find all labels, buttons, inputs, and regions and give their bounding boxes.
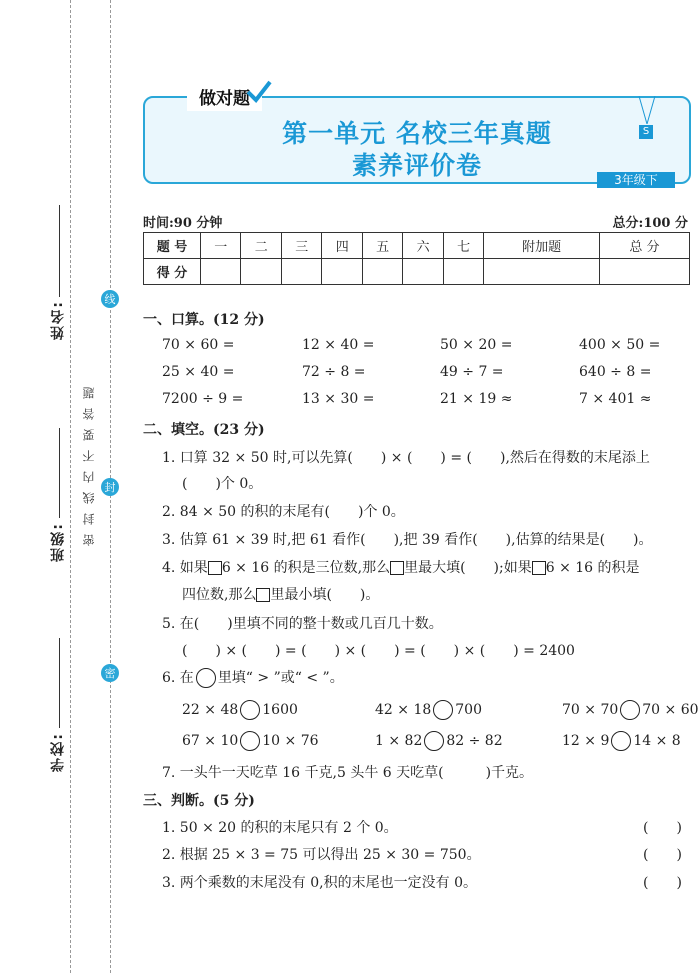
badge-icon: S	[639, 125, 653, 139]
score-table-score-row	[144, 259, 690, 285]
q4-text: 6 × 16 的积是三位数,那么	[221, 560, 391, 576]
calc-item: 7200 ÷ 9 =	[162, 391, 244, 407]
score-input-cell[interactable]	[484, 259, 600, 285]
compare-left: 42 × 18	[375, 702, 432, 718]
calc-item: 640 ÷ 8 =	[579, 364, 652, 380]
section1-title: 一、口算。(12 分)	[143, 312, 265, 328]
question-1-line2: ( )个 0。	[182, 476, 263, 492]
compare-circle-icon[interactable]	[620, 700, 640, 720]
calc-row	[162, 391, 692, 411]
calc-item: 70 × 60 =	[162, 337, 235, 353]
table-cell: 一	[201, 233, 241, 259]
table-cell: 得 分	[144, 259, 201, 285]
seal-dot-feng: 封	[101, 478, 119, 496]
judge-answer-blank[interactable]: ( )	[643, 875, 682, 891]
calc-item: 13 × 30 =	[302, 391, 375, 407]
compare-item	[562, 700, 699, 720]
compare-right: 1600	[262, 702, 298, 718]
hanging-string-icon	[637, 96, 657, 124]
compare-right: 10 × 76	[262, 733, 319, 749]
judge-item: 2. 根据 25 × 3 = 75 可以得出 25 × 30 = 750。	[162, 847, 481, 863]
score-input-cell[interactable]	[599, 259, 689, 285]
seal-warning: 密封线内不要答题	[82, 378, 96, 546]
calc-item: 72 ÷ 8 =	[302, 364, 366, 380]
school-label: 学校:	[50, 732, 66, 772]
blank-box-icon	[532, 561, 546, 575]
compare-left: 12 × 9	[562, 733, 610, 749]
q4-text: 里最大填( );如果	[404, 560, 532, 576]
judge-item: 3. 两个乘数的末尾没有 0,积的末尾也一定没有 0。	[162, 875, 477, 891]
compare-row	[182, 700, 700, 720]
q4-text: 里最小填( )。	[270, 587, 380, 603]
table-cell: 四	[322, 233, 362, 259]
name-underline	[59, 205, 60, 297]
q4-text: 4. 如果	[162, 560, 208, 576]
calc-item: 49 ÷ 7 =	[440, 364, 504, 380]
compare-item	[375, 700, 482, 720]
binding-strip	[0, 0, 120, 973]
table-cell: 三	[281, 233, 321, 259]
question-3: 3. 估算 61 × 39 时,把 61 看作( ),把 39 看作( ),估算的结果是( )。	[162, 532, 653, 548]
judge-answer-blank[interactable]: ( )	[643, 820, 682, 836]
q4-text: 6 × 16 的积是	[545, 560, 640, 576]
calc-item: 50 × 20 =	[440, 337, 513, 353]
score-input-cell[interactable]	[322, 259, 362, 285]
calc-row	[162, 337, 692, 357]
time-info: 时间:90 分钟	[143, 216, 223, 231]
compare-circle-icon[interactable]	[433, 700, 453, 720]
score-input-cell[interactable]	[443, 259, 483, 285]
score-input-cell[interactable]	[362, 259, 402, 285]
compare-item	[182, 731, 319, 751]
grade-label: 3年级下	[597, 172, 675, 188]
question-4-line1	[162, 557, 640, 577]
blank-box-icon	[390, 561, 404, 575]
q6-text: 6. 在	[162, 670, 194, 686]
score-input-cell[interactable]	[403, 259, 443, 285]
compare-right: 700	[455, 702, 482, 718]
compare-right: 14 × 8	[633, 733, 681, 749]
calc-item: 25 × 40 =	[162, 364, 235, 380]
compare-right: 82 ÷ 82	[446, 733, 503, 749]
question-2: 2. 84 × 50 的积的末尾有( )个 0。	[162, 504, 405, 520]
class-underline	[59, 428, 60, 518]
blank-box-icon	[208, 561, 222, 575]
total-score-info: 总分:100 分	[612, 216, 688, 231]
score-table	[143, 232, 690, 285]
table-cell: 附加题	[484, 233, 600, 259]
checkmark-icon	[245, 78, 273, 106]
calc-row	[162, 364, 692, 384]
q4-text: 四位数,那么	[182, 587, 257, 603]
compare-item	[562, 731, 681, 751]
school-underline	[59, 638, 60, 728]
table-cell: 六	[403, 233, 443, 259]
score-table-header-row	[144, 233, 690, 259]
question-6	[162, 667, 344, 688]
compare-row	[182, 731, 700, 751]
cut-line-outer	[70, 0, 71, 973]
q6-text: 里填“ > ”或“ < ”。	[217, 670, 344, 686]
compare-left: 70 × 70	[562, 702, 619, 718]
calc-item: 7 × 401 ≈	[579, 391, 652, 407]
question-5-line1: 5. 在( )里填不同的整十数或几百几十数。	[162, 616, 443, 632]
question-7: 7. 一头牛一天吃草 16 千克,5 头牛 6 天吃草( )千克。	[162, 765, 534, 781]
compare-item	[375, 731, 503, 751]
question-4-line2	[182, 584, 379, 604]
exam-title-line1: 第一单元 名校三年真题	[282, 119, 552, 148]
table-cell: 总 分	[599, 233, 689, 259]
tag-label: 做对题	[187, 82, 262, 111]
compare-left: 1 × 82	[375, 733, 423, 749]
calc-item: 400 × 50 =	[579, 337, 661, 353]
section2-title: 二、填空。(23 分)	[143, 422, 265, 438]
judge-answer-blank[interactable]: ( )	[643, 847, 682, 863]
table-cell: 五	[362, 233, 402, 259]
class-label: 班级:	[50, 522, 66, 562]
compare-circle-icon[interactable]	[240, 731, 260, 751]
blank-box-icon	[256, 588, 270, 602]
compare-circle-icon[interactable]	[611, 731, 631, 751]
score-input-cell[interactable]	[201, 259, 241, 285]
exam-title-line2: 素养评价卷	[351, 151, 482, 180]
compare-left: 22 × 48	[182, 702, 239, 718]
table-cell: 题 号	[144, 233, 201, 259]
calc-item: 12 × 40 =	[302, 337, 375, 353]
seal-dot-xian: 线	[101, 290, 119, 308]
table-cell: 二	[241, 233, 281, 259]
compare-circle-icon[interactable]	[424, 731, 444, 751]
compare-left: 67 × 10	[182, 733, 239, 749]
score-input-cell[interactable]	[241, 259, 281, 285]
compare-circle-icon[interactable]	[240, 700, 260, 720]
compare-right: 70 × 60	[642, 702, 699, 718]
name-label: 姓名:	[50, 300, 66, 340]
score-input-cell[interactable]	[281, 259, 321, 285]
question-5-line2: ( ) × ( ) = ( ) × ( ) = ( ) × ( ) = 2400	[182, 643, 575, 659]
calc-item: 21 × 19 ≈	[440, 391, 513, 407]
compare-item	[182, 700, 298, 720]
compare-circle-icon	[196, 668, 216, 688]
table-cell: 七	[443, 233, 483, 259]
seal-dot-mi: 密	[101, 664, 119, 682]
question-1-line1: 1. 口算 32 × 50 时,可以先算( ) × ( ) = ( ),然后在得数的末尾添上	[162, 450, 650, 466]
judge-item: 1. 50 × 20 的积的末尾只有 2 个 0。	[162, 820, 398, 836]
section3-title: 三、判断。(5 分)	[143, 793, 255, 809]
